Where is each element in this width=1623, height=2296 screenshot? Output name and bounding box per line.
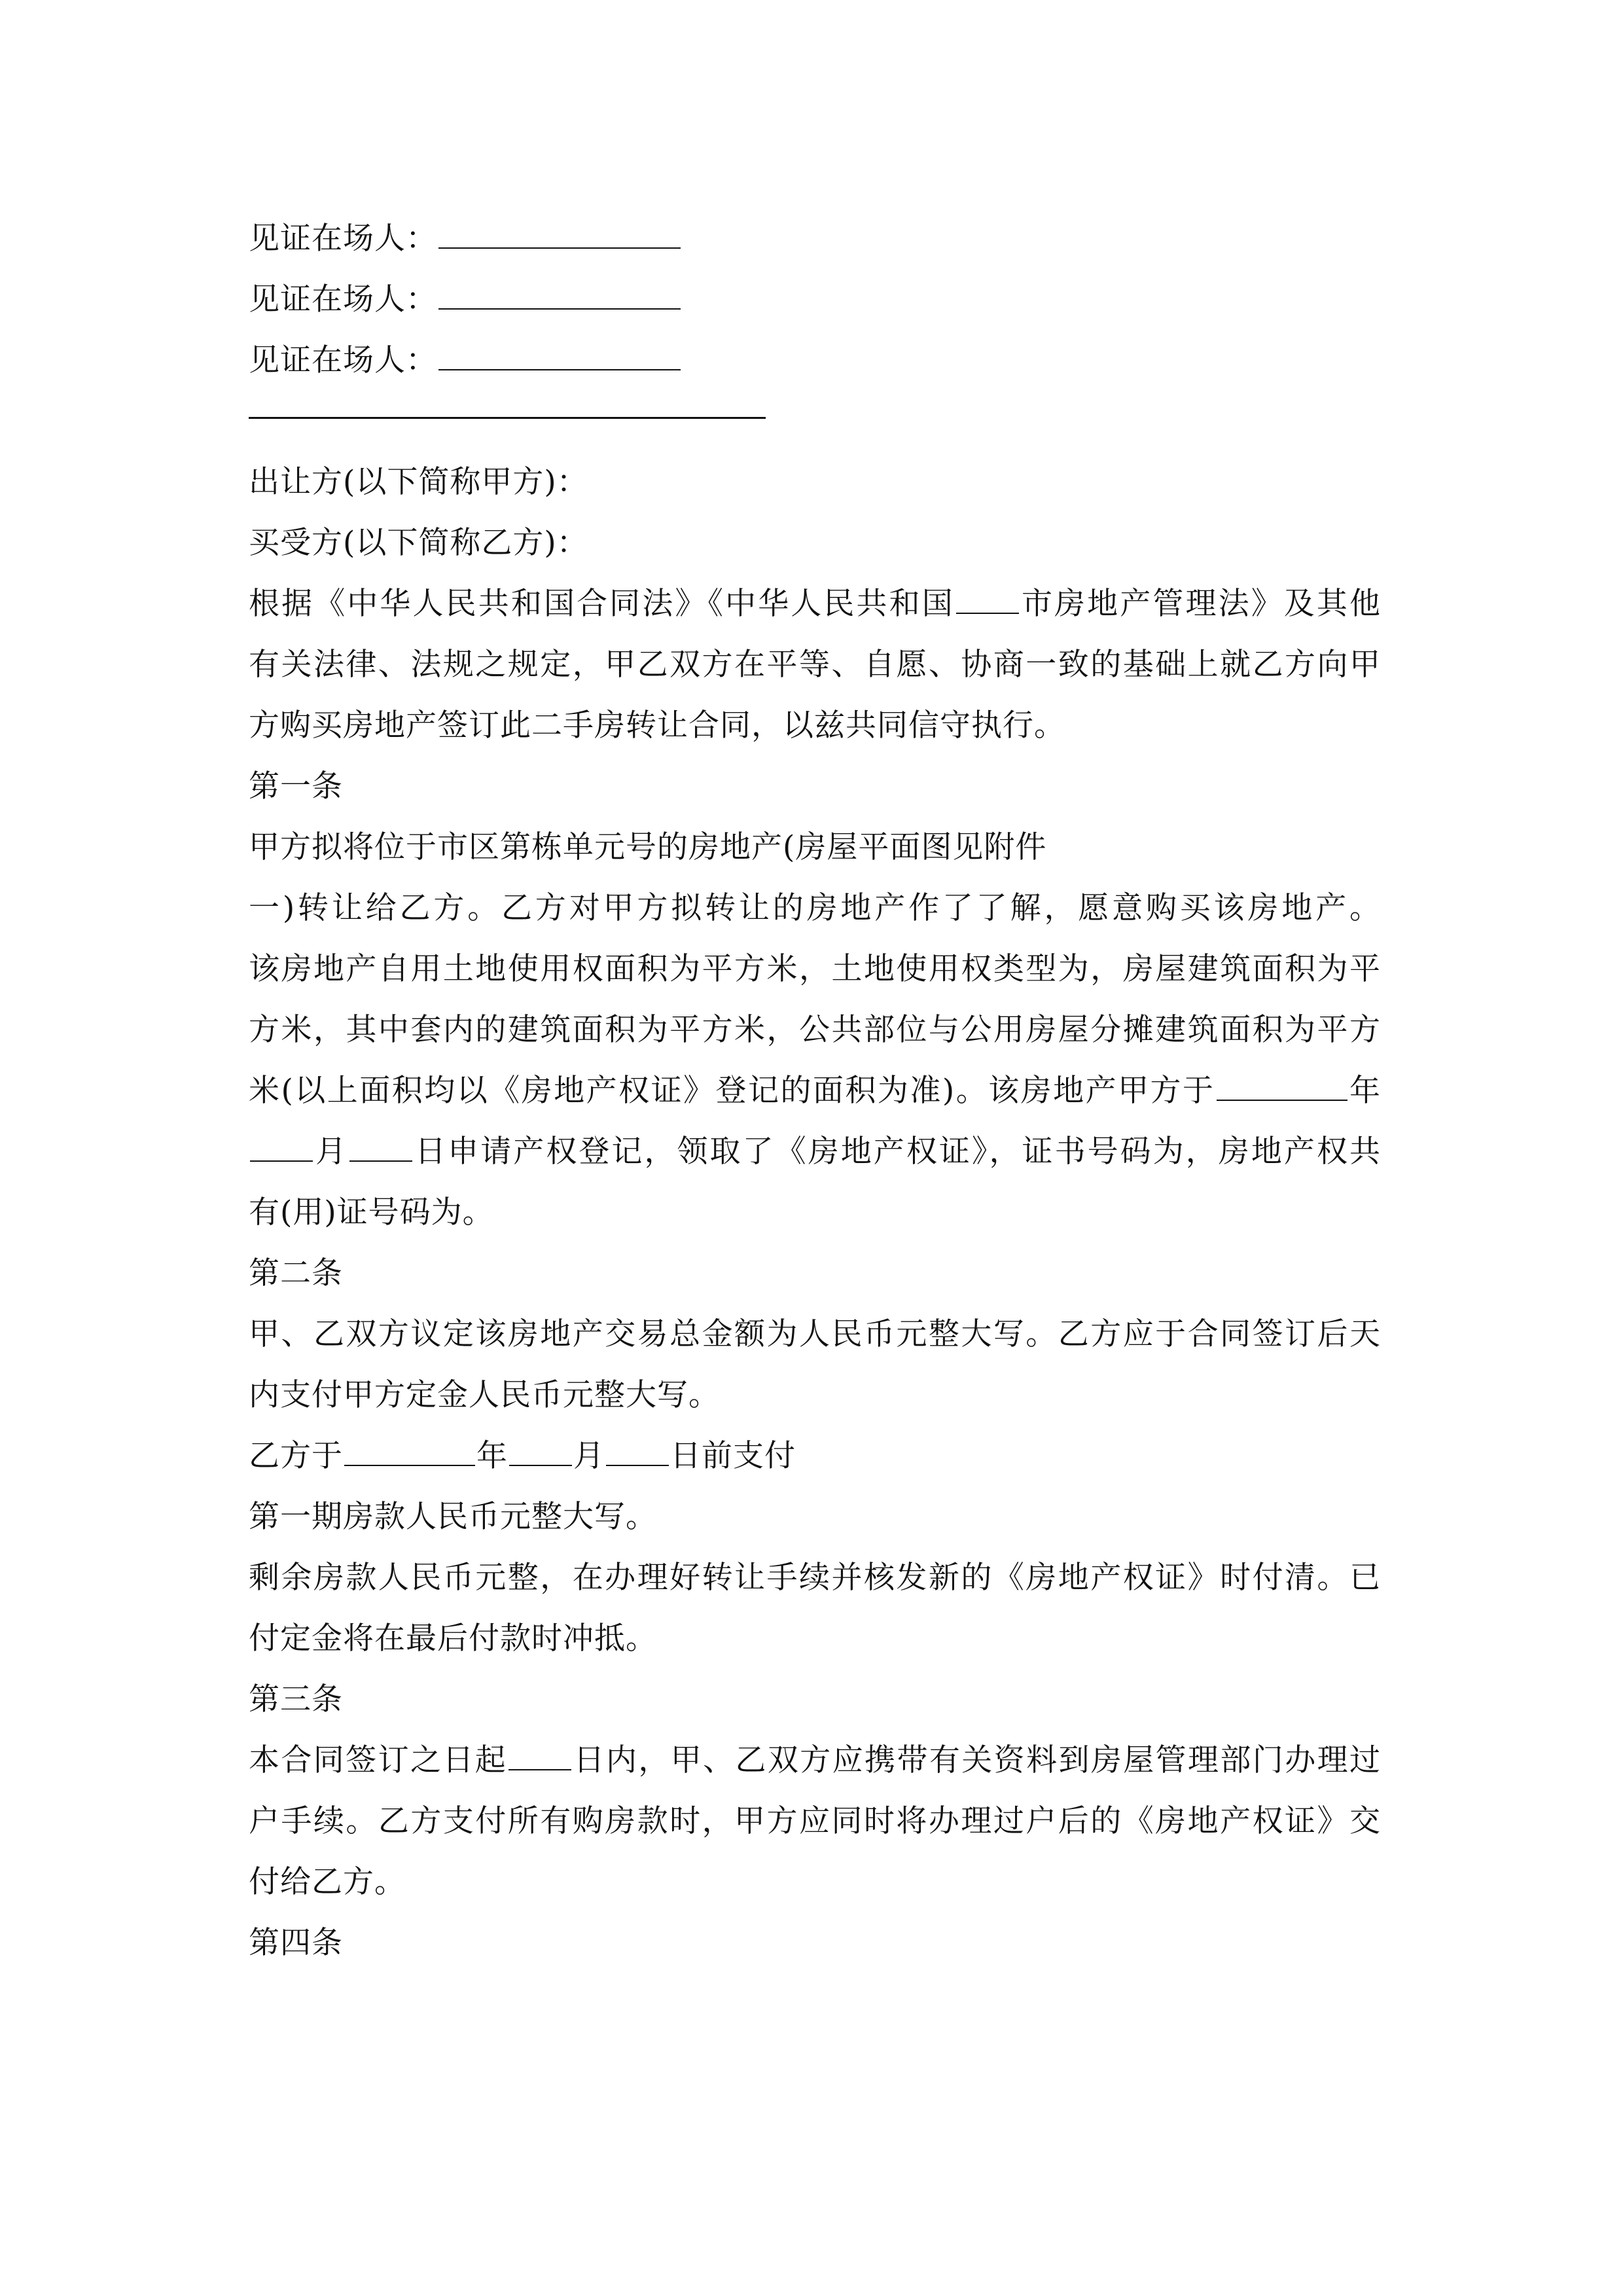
article-text-line: 方米，其中套内的建筑面积为平方米，公共部位与公用房屋分摊建筑面积为平方	[249, 1012, 1381, 1048]
article-text-line: 内支付甲方定金人民币元整大写。	[249, 1377, 720, 1413]
witness-line	[249, 208, 1381, 269]
article-text-line: 一)转让给乙方。乙方对甲方拟转让的房地产作了了解，愿意购买该房地产。	[249, 890, 1381, 926]
article-text: 本合同签订之日起	[249, 1742, 508, 1778]
witness-line	[249, 330, 1381, 391]
contract-body	[249, 208, 1381, 1973]
year-blank	[1217, 1075, 1347, 1101]
section-divider	[249, 417, 766, 419]
article-heading: 第四条	[249, 1925, 343, 1961]
article-text-line: 该房地产自用土地使用权面积为平方米，土地使用权类型为，房屋建筑面积为平	[249, 951, 1381, 987]
year-blank	[344, 1440, 475, 1466]
article-heading: 第一条	[249, 768, 343, 804]
article-heading: 第三条	[249, 1681, 343, 1717]
article-text-line	[249, 1730, 1381, 1791]
witness-signature-blank	[438, 223, 681, 249]
witness-label: 见证在场人：	[249, 342, 437, 378]
article-text: 米(以上面积均以《房地产权证》登记的面积为准)。该房地产甲方于	[249, 1073, 1215, 1109]
payment-date-line	[249, 1426, 1381, 1486]
article-text-line	[249, 1121, 1381, 1182]
witness-signature-blank	[438, 344, 681, 370]
article-text-line: 付定金将在最后付款时冲抵。	[249, 1621, 657, 1657]
article-text-line: 户手续。乙方支付所有购房款时，甲方应同时将办理过户后的《房地产权证》交	[249, 1803, 1381, 1839]
article-text-line: 付给乙方。	[249, 1864, 406, 1900]
article-text: 乙方于	[249, 1438, 343, 1474]
article-text: 年	[1348, 1073, 1382, 1109]
witness-label: 见证在场人：	[249, 281, 437, 317]
article-text: 日前支付	[670, 1438, 796, 1474]
seller-party-line: 出让方(以下简称甲方)：	[249, 464, 588, 500]
preamble-line-1	[249, 573, 1381, 634]
article-text: 月	[573, 1438, 605, 1474]
article-text: 年	[476, 1438, 508, 1474]
article-text-line	[249, 1060, 1381, 1121]
article-heading: 第二条	[249, 1255, 343, 1291]
article-text: 月	[314, 1134, 349, 1170]
witness-line	[249, 269, 1381, 330]
article-text-line: 有(用)证号码为。	[249, 1194, 494, 1230]
article-text-line: 甲、乙双方议定该房地产交易总金额为人民币元整大写。乙方应于合同签订后天	[249, 1316, 1381, 1352]
witness-label: 见证在场人：	[249, 221, 437, 257]
article-text: 日申请产权登记，领取了《房地产权证》，证书号码为，房地产权共	[414, 1134, 1381, 1170]
city-blank	[956, 588, 1019, 614]
article-text-line: 甲方拟将位于市区第栋单元号的房地产(房屋平面图见附件	[249, 829, 1047, 865]
article-text-line: 第一期房款人民币元整大写。	[249, 1499, 657, 1535]
preamble-line-3: 方购买房地产签订此二手房转让合同，以兹共同信守执行。	[249, 708, 1065, 744]
day-blank	[349, 1136, 412, 1162]
section-divider-row	[249, 391, 1381, 452]
witness-signature-blank	[438, 283, 681, 310]
days-blank	[508, 1744, 571, 1770]
article-text: 日内，甲、乙双方应携带有关资料到房屋管理部门办理过	[573, 1742, 1382, 1778]
preamble-line-2: 有关法律、法规之规定，甲乙双方在平等、自愿、协商一致的基础上就乙方向甲	[249, 647, 1381, 683]
month-blank	[509, 1440, 572, 1466]
day-blank	[606, 1440, 669, 1466]
buyer-party-line: 买受方(以下简称乙方)：	[249, 525, 588, 561]
article-text-line: 剩余房款人民币元整，在办理好转让手续并核发新的《房地产权证》时付清。已	[249, 1560, 1381, 1596]
month-blank	[250, 1136, 313, 1162]
preamble-text: 市房地产管理法》及其他	[1020, 586, 1382, 622]
preamble-text: 根据《中华人民共和国合同法》《中华人民共和国	[249, 586, 955, 622]
